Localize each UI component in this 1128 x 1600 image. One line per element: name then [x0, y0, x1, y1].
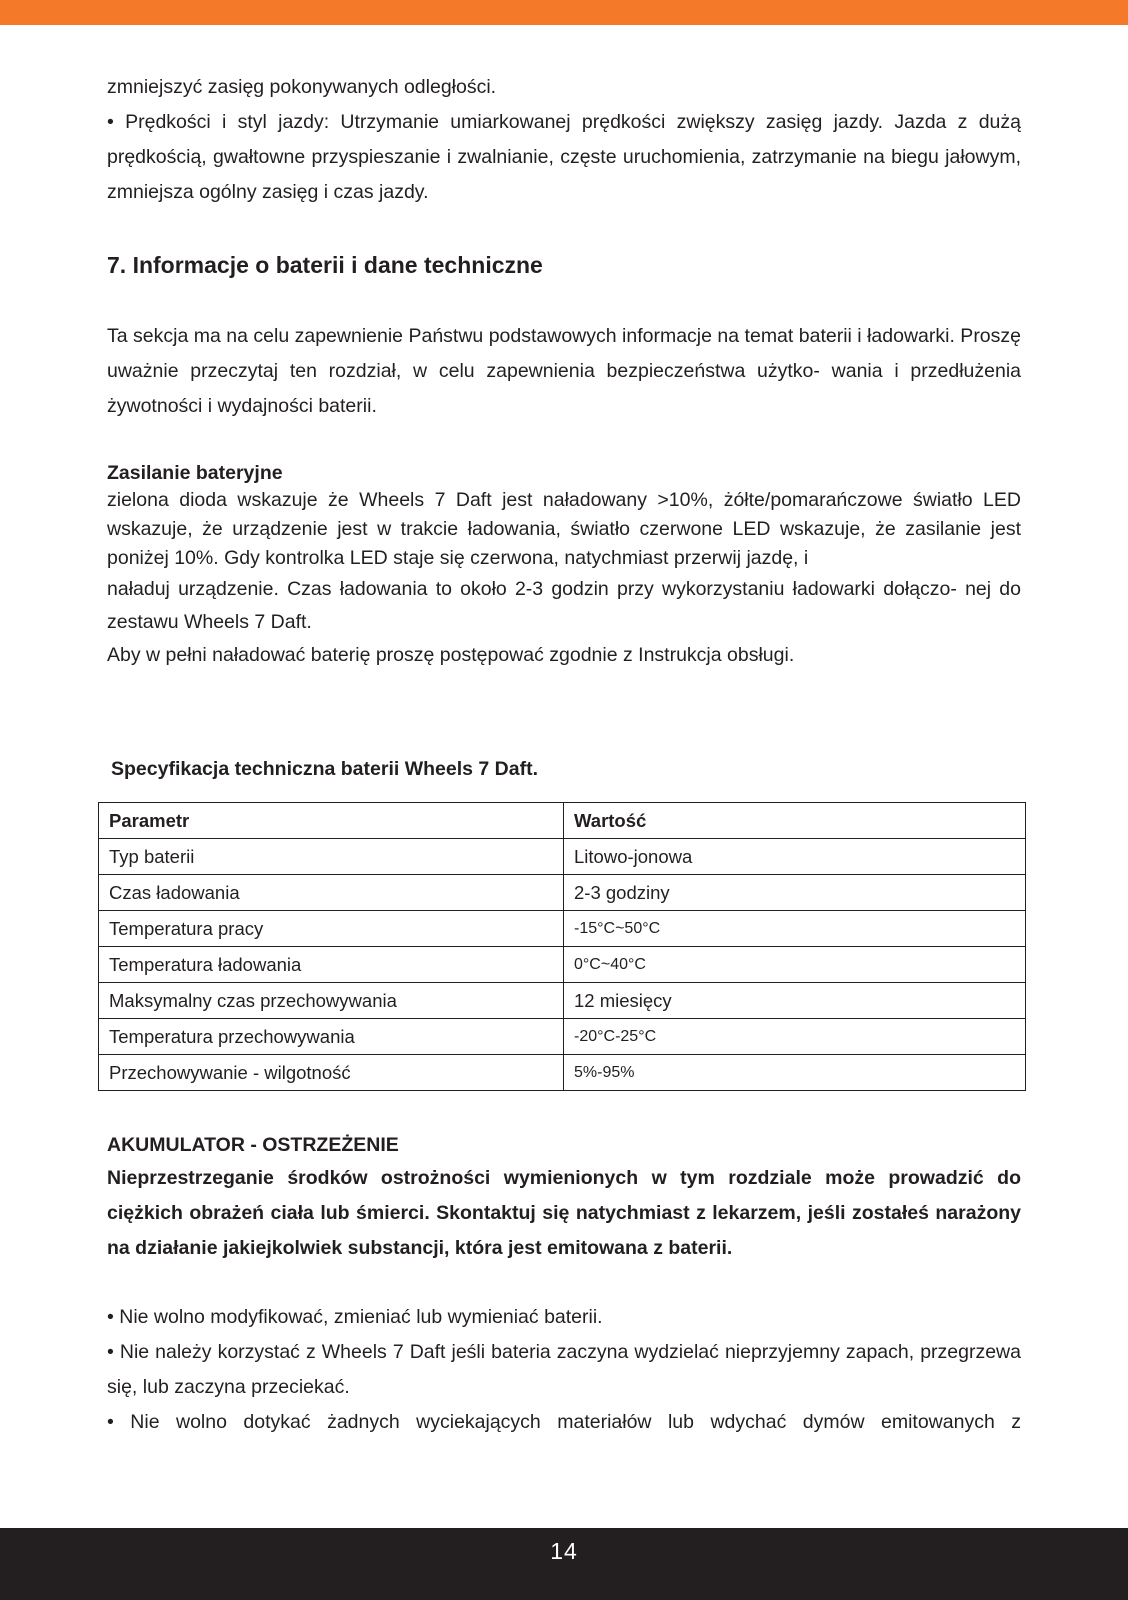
- page-number: 14: [550, 1538, 578, 1564]
- table-cell-param: Czas ładowania: [99, 875, 564, 911]
- table-cell-value: -15°C~50°C: [564, 911, 1026, 947]
- table-header-value: Wartość: [564, 803, 1026, 839]
- warning-heading: AKUMULATOR - OSTRZEŻENIE: [107, 1134, 399, 1156]
- footer-bar: [0, 1528, 1128, 1600]
- spec-table-title: Specyfikacja techniczna baterii Wheels 7 Daft.: [111, 758, 538, 780]
- table-cell-value: 5%-95%: [564, 1055, 1026, 1091]
- table-cell-value: 12 miesięcy: [564, 983, 1026, 1019]
- list-item: • Nie wolno modyfikować, zmieniać lub wymieniać baterii.: [107, 1306, 603, 1328]
- table-header-row: [99, 803, 1026, 839]
- battery-paragraph-2: naładuj urządzenie. Czas ładowania to około 2-3 godzin przy wykorzystaniu ładowarki dołączo- nej do zestawu Wheels 7 Daft.: [107, 578, 1021, 633]
- battery-paragraph-1: zielona dioda wskazuje że Wheels 7 Daft jest naładowany >10%, żółte/pomarańczowe światło LED wskazuje, że urządzenie jest w trakcie ładowania, światło czerwone LED wskazuje, że zasilanie jest poniżej 10%. Gdy kontrolka LED staje się czerwona, natychmiast przerwij jazdę, i: [107, 489, 1021, 569]
- table-cell-param: Temperatura ładowania: [99, 947, 564, 983]
- table-cell-value: 2-3 godziny: [564, 875, 1026, 911]
- table-cell-param: Temperatura przechowywania: [99, 1019, 564, 1055]
- table-row: [99, 839, 1026, 875]
- table-cell-param: Przechowywanie - wilgotność: [99, 1055, 564, 1091]
- intro-line: zmniejszyć zasięg pokonywanych odległości.: [107, 76, 497, 98]
- section-heading: 7. Informacje o baterii i dane techniczne: [107, 252, 543, 278]
- table-row: [99, 947, 1026, 983]
- page-content: [107, 70, 1021, 1440]
- spec-table: [98, 802, 1026, 1091]
- table-cell-param: Typ baterii: [99, 839, 564, 875]
- table-header-param: Parametr: [99, 803, 564, 839]
- list-item: • Nie należy korzystać z Wheels 7 Daft jeśli bateria zaczyna wydzielać nieprzyjemny zapach, przegrzewa się, lub zaczyna przeciekać.: [107, 1341, 1021, 1398]
- table-cell-param: Maksymalny czas przechowywania: [99, 983, 564, 1019]
- table-row: [99, 983, 1026, 1019]
- table-cell-param: Temperatura pracy: [99, 911, 564, 947]
- table-row: [99, 875, 1026, 911]
- table-row: [99, 911, 1026, 947]
- table-row: [99, 1055, 1026, 1091]
- intro-bullet-speed: • Prędkości i styl jazdy: Utrzymanie umiarkowanej prędkości zwiększy zasięg jazdy. Jazda z dużą prędkością, gwałtowne przyspieszanie i zwalnianie, częste uruchomienia, zatrzymanie na biegu jałowym, zmniejsza ogólny zasięg i czas jazdy.: [107, 111, 1021, 203]
- table-cell-value: -20°C-25°C: [564, 1019, 1026, 1055]
- table-row: [99, 1019, 1026, 1055]
- table-cell-value: Litowo-jonowa: [564, 839, 1026, 875]
- battery-paragraph-3: Aby w pełni naładować baterię proszę postępować zgodnie z Instrukcja obsługi.: [107, 644, 795, 666]
- warning-body: Nieprzestrzeganie środków ostrożności wymienionych w tym rozdziale może prowadzić do ciężkich obrażeń ciała lub śmierci. Skontaktuj się natychmiast z lekarzem, jeśli zostałeś narażony na działanie jakiejkolwiek substancji, która jest emitowana z baterii.: [107, 1167, 1021, 1259]
- header-accent-bar: [0, 0, 1128, 25]
- battery-heading: Zasilanie bateryjne: [107, 462, 283, 484]
- list-item: • Nie wolno dotykać żadnych wyciekających materiałów lub wdychać dymów emitowanych z: [107, 1411, 1021, 1433]
- warning-bullet-list: [107, 1300, 1021, 1440]
- table-cell-value: 0°C~40°C: [564, 947, 1026, 983]
- section-intro: Ta sekcja ma na celu zapewnienie Państwu podstawowych informacje na temat baterii i ładowarki. Proszę uważnie przeczytaj ten rozdział, w celu zapewnienia bezpieczeństwa użytko- wania i przedłużenia żywotności i wydajności baterii.: [107, 325, 1021, 417]
